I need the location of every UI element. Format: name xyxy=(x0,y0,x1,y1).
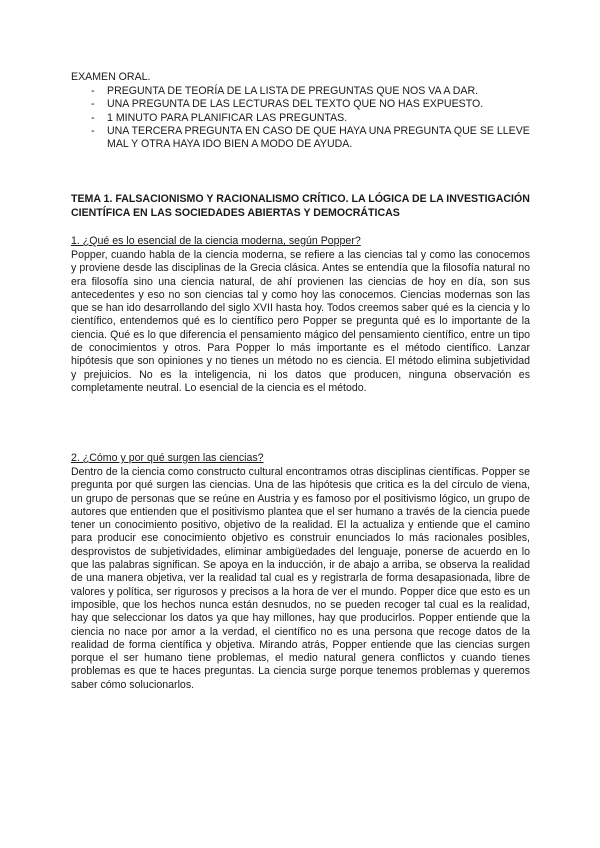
topic-title: TEMA 1. FALSACIONISMO Y RACIONALISMO CRÍTICO. LA LÓGICA DE LA INVESTIGACIÓN CIENTÍFICA EN LAS SOCIEDADES ABIERTAS Y DEMOCRÁTICAS xyxy=(71,193,530,219)
question-1-heading: 1. ¿Qué es lo esencial de la ciencia moderna, según Popper? xyxy=(71,235,361,247)
list-item: - UNA TERCERA PREGUNTA EN CASO DE QUE HAYA UNA PREGUNTA QUE SE LLEVE MAL Y OTRA HAYA IDO BIEN A MODO DE AYUDA. xyxy=(91,125,531,152)
question-1-body: Popper, cuando habla de la ciencia moderna, se refiere a las ciencias tal y como las conocemos y proviene desde las disciplinas de la Grecia clásica. Antes se entendía que la filosofía natural no era filosofía sino una ciencia natural, de ahí provienen las ciencias de hoy en día, son sus antecedentes y eso no son ciencias tal y como hoy las conocemos. Ciencias modernas son las que se han ido desarrollando del siglo XVII hasta hoy. Todos creemos saber qué es la ciencia y lo científico, entendemos qué es lo científico pero Popper se pregunta qué es lo importante de la ciencia. Qué es lo que diferencia el pensamiento mágico del pensamiento científico, entre un tipo de conocimientos y otros. Para Popper lo más importante es el método científico. Lanzar hipótesis que son opiniones y no tienes un método no es ciencia. El método elimina subjetividad y prejuicios. No es la inteligencia, ni los datos que producen, ninguna observación es completamente neutral. Lo esencial de la ciencia es el método. xyxy=(71,249,530,394)
list-item: - UNA PREGUNTA DE LAS LECTURAS DEL TEXTO QUE NO HAS EXPUESTO. xyxy=(91,98,531,111)
list-item: - PREGUNTA DE TEORÍA DE LA LISTA DE PREGUNTAS QUE NOS VA A DAR. xyxy=(91,85,531,98)
exam-list xyxy=(91,85,531,151)
exam-title: EXAMEN ORAL. xyxy=(71,71,151,83)
list-item: - 1 MINUTO PARA PLANIFICAR LAS PREGUNTAS. xyxy=(91,112,531,125)
question-2-heading: 2. ¿Cómo y por qué surgen las ciencias? xyxy=(71,452,264,464)
question-2-body: Dentro de la ciencia como constructo cultural encontramos otras disciplinas científicas. Popper se pregunta por qué surgen las ciencias. Una de las hipótesis que critica es la del círculo de viena, un grupo de personas que se reúne en Austria y es famoso por el positivismo lógico, un grupo de autores que entienden que el positivismo plantea que el ser humano a través de la ciencia puede tener un conocimiento positivo, objetivo de la realidad. El la actualiza y entiende que el camino para producir ese conocimiento objetivo es construir enunciados lo más racionales posibles, desprovistos de subjetividades, eliminar ambigüedades del lenguaje, ponerse de acuerdo en lo que las palabras significan. Se apoya en la inducción, ir de abajo a arriba, se observa la realidad de una manera objetiva, ver la realidad tal cual es y registrarla de forma desapasionada, libre de valores y política, ser rigurosos y precisos a la hora de ver el mundo. Popper dice que esto es un imposible, que los hechos nunca están desnudos, no se pueden recoger tal cual es la realidad, hay que seleccionar los datos ya que hay millones, hay que producirlos. Popper entiende que la ciencia no nace por amor a la verdad, el científico no es una persona que recoge datos de la realidad de forma científica y objetiva. Mirando atrás, Popper entiende que las ciencias surgen porque el ser humano tiene problemas, el medio natural genera conflictos y cuando tienes problemas es que te haces preguntas. La ciencia surge porque tenemos problemas y queremos saber cómo solucionarlos. xyxy=(71,466,530,691)
